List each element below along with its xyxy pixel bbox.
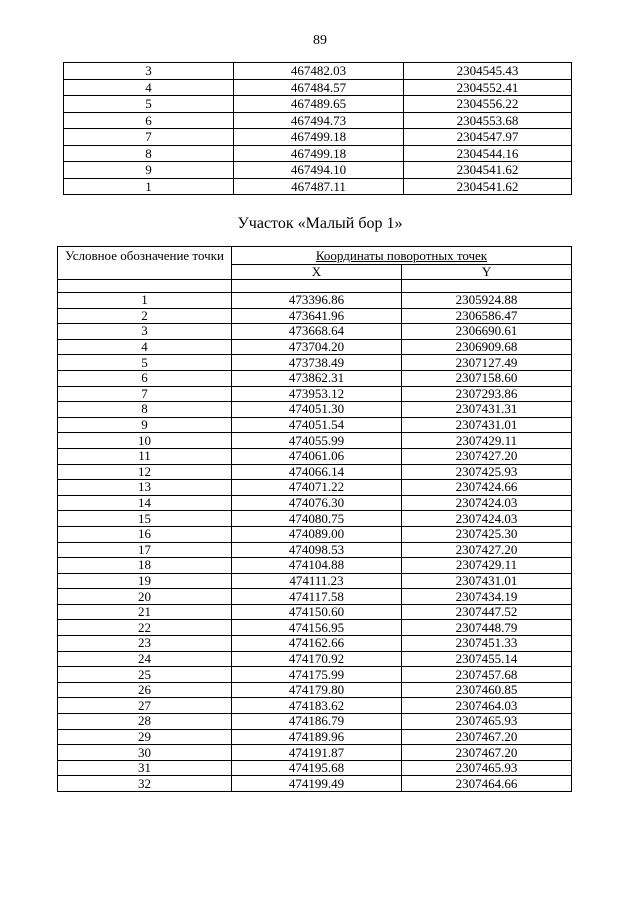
point-number-cell: 9 <box>64 162 234 179</box>
x-coordinate-cell: 474051.30 <box>232 402 402 418</box>
x-coordinate-cell: 473641.96 <box>232 308 402 324</box>
y-coordinate-cell: 2307429.11 <box>402 558 572 574</box>
point-number-cell: 25 <box>58 667 232 683</box>
y-coordinate-cell: 2307457.68 <box>402 667 572 683</box>
table-row <box>58 308 572 324</box>
table-row <box>58 589 572 605</box>
point-number-cell: 3 <box>58 324 232 340</box>
point-number-cell: 10 <box>58 433 232 449</box>
x-coordinate-cell: 474080.75 <box>232 511 402 527</box>
x-coordinate-cell: 474162.66 <box>232 636 402 652</box>
table-row <box>58 433 572 449</box>
top-coordinates-table <box>63 62 572 195</box>
y-coordinate-cell: 2304541.62 <box>404 162 572 179</box>
table-row <box>64 178 572 195</box>
point-number-cell: 27 <box>58 698 232 714</box>
x-coordinate-cell: 467499.18 <box>234 129 404 146</box>
x-coordinate-cell: 474055.99 <box>232 433 402 449</box>
point-number-cell: 19 <box>58 573 232 589</box>
table-row <box>58 636 572 652</box>
x-coordinate-cell: 474089.00 <box>232 526 402 542</box>
point-number-cell: 18 <box>58 558 232 574</box>
x-header: X <box>232 265 402 280</box>
point-number-cell: 22 <box>58 620 232 636</box>
point-number-cell: 21 <box>58 604 232 620</box>
table-row <box>58 776 572 792</box>
y-coordinate-cell: 2307431.31 <box>402 402 572 418</box>
x-coordinate-cell: 474051.54 <box>232 417 402 433</box>
x-coordinate-cell: 474098.53 <box>232 542 402 558</box>
y-coordinate-cell: 2307434.19 <box>402 589 572 605</box>
y-coordinate-cell: 2307464.03 <box>402 698 572 714</box>
x-coordinate-cell: 473862.31 <box>232 370 402 386</box>
point-number-cell: 26 <box>58 682 232 698</box>
y-coordinate-cell: 2307127.49 <box>402 355 572 371</box>
point-number-cell: 20 <box>58 589 232 605</box>
x-coordinate-cell: 474111.23 <box>232 573 402 589</box>
y-coordinate-cell: 2304556.22 <box>404 96 572 113</box>
point-number-cell: 24 <box>58 651 232 667</box>
table-row <box>58 745 572 761</box>
x-coordinate-cell: 474071.22 <box>232 480 402 496</box>
y-coordinate-cell: 2307158.60 <box>402 370 572 386</box>
x-coordinate-cell: 474175.99 <box>232 667 402 683</box>
x-coordinate-cell: 474076.30 <box>232 495 402 511</box>
table-row <box>58 370 572 386</box>
table-row <box>58 682 572 698</box>
y-coordinate-cell: 2307464.66 <box>402 776 572 792</box>
y-coordinate-cell: 2306909.68 <box>402 339 572 355</box>
point-number-cell: 15 <box>58 511 232 527</box>
coords-header-label: Координаты поворотных точек <box>315 247 488 263</box>
point-number-cell: 7 <box>64 129 234 146</box>
y-coordinate-cell: 2306690.61 <box>402 324 572 340</box>
table-row <box>64 145 572 162</box>
blank-cell <box>58 280 232 293</box>
point-number-cell: 2 <box>58 308 232 324</box>
point-number-cell: 6 <box>64 112 234 129</box>
y-coordinate-cell: 2304552.41 <box>404 79 572 96</box>
y-coordinate-cell: 2304545.43 <box>404 63 572 80</box>
point-number-cell: 17 <box>58 542 232 558</box>
y-coordinate-cell: 2307467.20 <box>402 729 572 745</box>
table-row <box>58 698 572 714</box>
table-row <box>64 129 572 146</box>
table-row <box>58 620 572 636</box>
table-row <box>64 63 572 80</box>
y-coordinate-cell: 2307431.01 <box>402 417 572 433</box>
point-number-cell: 30 <box>58 745 232 761</box>
point-number-cell: 29 <box>58 729 232 745</box>
x-coordinate-cell: 474195.68 <box>232 760 402 776</box>
table-row <box>58 604 572 620</box>
y-coordinate-cell: 2307427.20 <box>402 448 572 464</box>
y-coordinate-cell: 2307427.20 <box>402 542 572 558</box>
point-number-cell: 7 <box>58 386 232 402</box>
y-coordinate-cell: 2307448.79 <box>402 620 572 636</box>
point-number-cell: 32 <box>58 776 232 792</box>
x-coordinate-cell: 474066.14 <box>232 464 402 480</box>
blank-cell <box>232 280 402 293</box>
point-number-cell: 1 <box>64 178 234 195</box>
table-row <box>58 667 572 683</box>
point-number-cell: 13 <box>58 480 232 496</box>
table-row <box>58 511 572 527</box>
point-number-cell: 11 <box>58 448 232 464</box>
table-row <box>58 542 572 558</box>
x-coordinate-cell: 474186.79 <box>232 714 402 730</box>
coords-header <box>232 247 572 265</box>
point-number-cell: 14 <box>58 495 232 511</box>
y-coordinate-cell: 2304547.97 <box>404 129 572 146</box>
x-coordinate-cell: 473668.64 <box>232 324 402 340</box>
main-coordinates-table <box>57 246 572 792</box>
y-coordinate-cell: 2304541.62 <box>404 178 572 195</box>
y-coordinate-cell: 2307424.66 <box>402 480 572 496</box>
x-coordinate-cell: 474104.88 <box>232 558 402 574</box>
point-number-cell: 8 <box>64 145 234 162</box>
table-row <box>58 324 572 340</box>
point-number-cell: 1 <box>58 293 232 309</box>
y-coordinate-cell: 2304544.16 <box>404 145 572 162</box>
y-coordinate-cell: 2307293.86 <box>402 386 572 402</box>
y-coordinate-cell: 2304553.68 <box>404 112 572 129</box>
point-number-cell: 4 <box>58 339 232 355</box>
table-row <box>64 79 572 96</box>
x-coordinate-cell: 467494.73 <box>234 112 404 129</box>
table-row <box>58 355 572 371</box>
table-row <box>58 464 572 480</box>
table-row <box>58 339 572 355</box>
y-coordinate-cell: 2307431.01 <box>402 573 572 589</box>
point-number-cell: 5 <box>64 96 234 113</box>
x-coordinate-cell: 474150.60 <box>232 604 402 620</box>
x-coordinate-cell: 474199.49 <box>232 776 402 792</box>
y-coordinate-cell: 2307424.03 <box>402 511 572 527</box>
page-number: 89 <box>313 33 327 48</box>
blank-row <box>58 280 572 293</box>
y-coordinate-cell: 2307465.93 <box>402 760 572 776</box>
x-coordinate-cell: 467494.10 <box>234 162 404 179</box>
x-coordinate-cell: 474061.06 <box>232 448 402 464</box>
table-row <box>58 526 572 542</box>
blank-cell <box>402 280 572 293</box>
x-coordinate-cell: 467487.11 <box>234 178 404 195</box>
y-coordinate-cell: 2305924.88 <box>402 293 572 309</box>
y-coordinate-cell: 2307455.14 <box>402 651 572 667</box>
x-coordinate-cell: 467484.57 <box>234 79 404 96</box>
point-number-cell: 5 <box>58 355 232 371</box>
y-coordinate-cell: 2307460.85 <box>402 682 572 698</box>
table-row <box>58 714 572 730</box>
point-number-cell: 9 <box>58 417 232 433</box>
point-number-cell: 6 <box>58 370 232 386</box>
table-row <box>58 480 572 496</box>
point-number-cell: 28 <box>58 714 232 730</box>
y-coordinate-cell: 2306586.47 <box>402 308 572 324</box>
y-coordinate-cell: 2307447.52 <box>402 604 572 620</box>
table-row <box>64 162 572 179</box>
y-coordinate-cell: 2307467.20 <box>402 745 572 761</box>
x-coordinate-cell: 467489.65 <box>234 96 404 113</box>
point-label-header: Условное обозначение точки <box>58 247 232 280</box>
table-row <box>58 760 572 776</box>
table-row <box>58 651 572 667</box>
table-row <box>58 573 572 589</box>
y-coordinate-cell: 2307425.30 <box>402 526 572 542</box>
x-coordinate-cell: 474191.87 <box>232 745 402 761</box>
table-row <box>58 495 572 511</box>
x-coordinate-cell: 467482.03 <box>234 63 404 80</box>
table-row <box>58 729 572 745</box>
point-number-cell: 8 <box>58 402 232 418</box>
x-coordinate-cell: 474170.92 <box>232 651 402 667</box>
table-row <box>58 293 572 309</box>
point-number-cell: 16 <box>58 526 232 542</box>
table-row <box>64 96 572 113</box>
x-coordinate-cell: 474183.62 <box>232 698 402 714</box>
section-title: Участок «Малый бор 1» <box>237 215 403 232</box>
x-coordinate-cell: 473704.20 <box>232 339 402 355</box>
x-coordinate-cell: 474179.80 <box>232 682 402 698</box>
point-number-cell: 3 <box>64 63 234 80</box>
point-number-cell: 12 <box>58 464 232 480</box>
x-coordinate-cell: 467499.18 <box>234 145 404 162</box>
y-header: Y <box>402 265 572 280</box>
point-number-cell: 31 <box>58 760 232 776</box>
y-coordinate-cell: 2307451.33 <box>402 636 572 652</box>
x-coordinate-cell: 474117.58 <box>232 589 402 605</box>
y-coordinate-cell: 2307425.93 <box>402 464 572 480</box>
x-coordinate-cell: 473396.86 <box>232 293 402 309</box>
point-number-cell: 4 <box>64 79 234 96</box>
y-coordinate-cell: 2307429.11 <box>402 433 572 449</box>
y-coordinate-cell: 2307424.03 <box>402 495 572 511</box>
table-row <box>58 386 572 402</box>
x-coordinate-cell: 474189.96 <box>232 729 402 745</box>
y-coordinate-cell: 2307465.93 <box>402 714 572 730</box>
table-row <box>58 448 572 464</box>
table-row <box>58 417 572 433</box>
table-row <box>64 112 572 129</box>
table-row <box>58 558 572 574</box>
x-coordinate-cell: 474156.95 <box>232 620 402 636</box>
point-number-cell: 23 <box>58 636 232 652</box>
x-coordinate-cell: 473738.49 <box>232 355 402 371</box>
table-row <box>58 402 572 418</box>
x-coordinate-cell: 473953.12 <box>232 386 402 402</box>
